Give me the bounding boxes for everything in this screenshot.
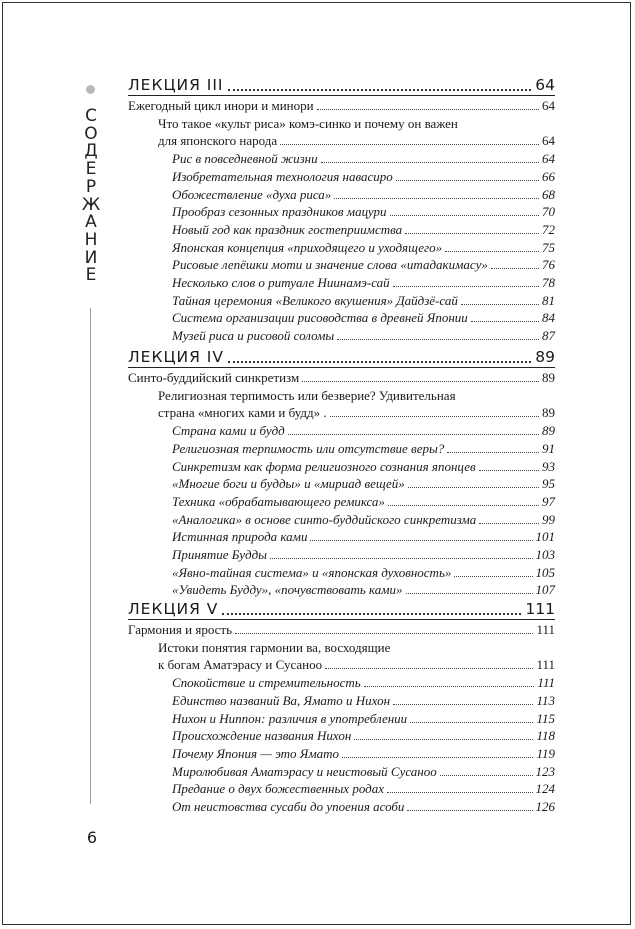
- dot-leader: [406, 593, 533, 594]
- lecture-label: ЛЕКЦИЯ V: [128, 600, 219, 618]
- entry-title: Рис в повседневной жизни: [172, 151, 318, 167]
- entry-page: 124: [535, 781, 555, 797]
- toc-item[interactable]: [172, 274, 555, 291]
- dot-leader: [388, 505, 539, 506]
- dot-leader: [222, 613, 521, 615]
- lecture-page: 64: [535, 76, 555, 94]
- title-letter: Е: [85, 159, 97, 180]
- entry-title: Обожествление «духа риса»: [172, 186, 332, 202]
- toc-item[interactable]: [172, 186, 555, 203]
- entry-title: Новый год как праздник гостеприимства: [172, 221, 403, 237]
- dot-leader: [454, 576, 532, 577]
- lecture-heading[interactable]: [128, 76, 555, 95]
- dot-leader: [396, 180, 539, 181]
- entry-page: 66: [542, 168, 555, 184]
- entry-page: 99: [542, 511, 555, 527]
- entry-title: Рисовые лепёшки моти и значение слова «итадакимасу»: [172, 257, 488, 273]
- dot-leader: [235, 633, 533, 634]
- title-letter: А: [85, 212, 97, 233]
- entry-title: к богам Аматэрасу и Сусаноо: [158, 657, 323, 673]
- subsection-entry[interactable]: [158, 656, 555, 673]
- entry-page: 72: [542, 221, 555, 237]
- entry-page: 119: [536, 745, 555, 761]
- section-entry[interactable]: [128, 97, 555, 114]
- dot-leader: [310, 540, 532, 541]
- title-letter: Ж: [81, 194, 101, 215]
- entry-title: Синто-буддийский синкретизм: [128, 370, 300, 385]
- entry-page: 64: [542, 133, 555, 149]
- dot-leader: [317, 109, 539, 110]
- entry-title: страна «многих ками и будд» .: [158, 405, 327, 421]
- toc-item[interactable]: [172, 221, 555, 238]
- entry-page: 87: [542, 328, 555, 344]
- entry-title: Истинная природа ками: [172, 529, 308, 545]
- dot-leader: [334, 198, 539, 199]
- dot-leader: [410, 722, 533, 723]
- title-letter: И: [84, 247, 98, 268]
- subsection-line: Истоки понятия гармонии ва, восходящие: [158, 639, 391, 655]
- entry-title: Спокойствие и стремительность: [172, 675, 361, 691]
- section-entry[interactable]: [128, 621, 555, 638]
- subsection-line: Религиозная терпимость или безверие? Удивительная: [158, 387, 456, 403]
- dot-leader: [445, 251, 539, 252]
- lecture-label: ЛЕКЦИЯ III: [128, 76, 224, 94]
- entry-page: 76: [542, 257, 555, 273]
- title-letter: Д: [84, 141, 98, 162]
- entry-title: Предание о двух божественных родах: [172, 781, 384, 797]
- toc-item[interactable]: [172, 798, 555, 815]
- page-number: 6: [86, 828, 98, 847]
- entry-page: 113: [536, 692, 555, 708]
- entry-page: 64: [542, 151, 555, 167]
- entry-page: 78: [542, 275, 555, 290]
- entry-page: 64: [542, 98, 555, 113]
- dot-leader: [354, 739, 533, 740]
- title-letter: Р: [85, 176, 97, 197]
- toc-item[interactable]: [172, 528, 555, 545]
- entry-page: 126: [535, 799, 555, 814]
- title-letter: Н: [84, 229, 98, 250]
- section-entry[interactable]: [128, 369, 555, 386]
- lecture-heading[interactable]: [128, 348, 555, 367]
- entry-page: 89: [542, 423, 555, 439]
- dot-leader: [288, 434, 539, 435]
- entry-title: Тайная церемония «Великого вкушения» Дайдзё-сай: [172, 292, 458, 308]
- dot-leader: [321, 162, 539, 163]
- toc-item[interactable]: [172, 493, 555, 510]
- toc-item[interactable]: [172, 710, 555, 727]
- entry-page: 95: [542, 476, 555, 492]
- dot-leader: [270, 558, 533, 559]
- dot-leader: [447, 452, 539, 453]
- dot-leader: [471, 321, 539, 322]
- entry-page: 91: [542, 440, 555, 456]
- toc-item[interactable]: [172, 564, 555, 581]
- entry-page: 105: [535, 564, 555, 580]
- entry-title: Миролюбивая Аматэрасу и неистовый Сусаноо: [172, 763, 437, 779]
- dot-leader: [387, 792, 533, 793]
- dot-leader: [280, 144, 539, 145]
- toc-item[interactable]: [172, 475, 555, 492]
- entry-page: 111: [536, 622, 555, 637]
- entry-title: Японская концепция «приходящего и уходящего»: [172, 239, 443, 255]
- dot-leader: [440, 775, 533, 776]
- dot-leader: [325, 668, 533, 669]
- toc-item[interactable]: [172, 422, 555, 439]
- entry-title: для японского народа: [158, 133, 278, 149]
- entry-page: 70: [542, 204, 555, 220]
- lecture-rule: [128, 619, 555, 620]
- lecture-rule: [128, 367, 555, 368]
- dot-leader: [364, 686, 535, 687]
- toc-item[interactable]: [172, 581, 555, 598]
- dot-leader: [408, 487, 539, 488]
- toc-item[interactable]: [172, 203, 555, 220]
- lecture-heading[interactable]: [128, 600, 555, 619]
- entry-page: 111: [536, 657, 555, 673]
- subsection-line: Что такое «культ риса» комэ-синко и почему он важен: [158, 115, 458, 131]
- entry-page: 81: [542, 292, 555, 308]
- toc-item[interactable]: [172, 150, 555, 167]
- entry-title: Единство названий Ва, Ямато и Нихон: [172, 692, 391, 708]
- lecture-page: 89: [535, 348, 555, 366]
- entry-page: 97: [542, 493, 555, 509]
- entry-page: 68: [542, 186, 555, 202]
- entry-page: 93: [542, 458, 555, 474]
- entry-page: 115: [536, 710, 555, 726]
- dot-leader: [302, 381, 539, 382]
- entry-page: 103: [535, 547, 555, 562]
- lecture-label: ЛЕКЦИЯ IV: [128, 348, 224, 366]
- entry-title: Система организации рисоводства в древней Японии: [172, 310, 468, 326]
- title-letter: С: [85, 106, 97, 126]
- toc-item[interactable]: [172, 745, 555, 762]
- entry-title: Почему Япония — это Ямато: [172, 745, 340, 761]
- toc-item[interactable]: [172, 168, 555, 185]
- entry-title: Техника «обрабатывающего ремикса»: [172, 493, 385, 509]
- subsection-entry[interactable]: [158, 132, 555, 149]
- dot-leader: [228, 361, 531, 363]
- toc-item[interactable]: [172, 674, 555, 691]
- toc-item[interactable]: [172, 440, 555, 457]
- entry-title: Прообраз сезонных праздников мацури: [172, 204, 387, 220]
- dot-leader: [479, 523, 539, 524]
- toc-item[interactable]: [172, 327, 555, 344]
- dot-leader: [393, 286, 539, 287]
- dot-leader: [405, 233, 539, 234]
- entry-page: 118: [536, 728, 555, 744]
- dot-leader: [390, 215, 539, 216]
- entry-title: Гармония и ярость: [128, 622, 233, 637]
- entry-title: «Аналогика» в основе синто-буддийского синкретизма: [172, 511, 477, 527]
- dot-leader: [228, 89, 532, 91]
- title-letter: О: [84, 123, 98, 144]
- entry-title: «Увидеть Будду», «почувствовать ками»: [172, 582, 403, 598]
- entry-page: 75: [542, 239, 555, 255]
- dot-leader: [407, 810, 532, 811]
- dot-leader: [393, 704, 533, 705]
- entry-title: Религиозная терпимость или отсутствие веры?: [172, 440, 445, 456]
- dot-leader: [479, 470, 539, 471]
- entry-title: Музей риса и рисовой соломы: [172, 328, 335, 344]
- entry-page: 84: [542, 310, 555, 326]
- toc-item[interactable]: [172, 727, 555, 744]
- subsection-entry[interactable]: [158, 404, 555, 421]
- toc-item[interactable]: [172, 256, 555, 273]
- dot-leader: [491, 268, 539, 269]
- dot-leader: [461, 304, 539, 305]
- dot-leader: [330, 416, 539, 417]
- toc-item[interactable]: [172, 763, 555, 780]
- entry-title: «Многие боги и будды» и «мириад вещей»: [172, 476, 405, 492]
- title-letter: Е: [85, 265, 97, 286]
- entry-title: «Явно-тайная система» и «японская духовность»: [172, 564, 452, 580]
- toc-item[interactable]: [172, 780, 555, 797]
- toc-item[interactable]: [172, 292, 555, 309]
- toc-item[interactable]: [172, 239, 555, 256]
- entry-title: Нихон и Ниппон: различия в употреблении: [172, 710, 408, 726]
- toc-item[interactable]: [172, 692, 555, 709]
- entry-title: Несколько слов о ритуале Ниинамэ-сай: [172, 275, 390, 290]
- entry-title: Синкретизм как форма религиозного сознания японцев: [172, 458, 476, 474]
- toc-item[interactable]: [172, 511, 555, 528]
- lecture-rule: [128, 95, 555, 96]
- entry-title: Происхождение названия Нихон: [172, 728, 352, 744]
- entry-page: 123: [535, 763, 555, 779]
- entry-title: Изобретательная технология навасиро: [172, 168, 393, 184]
- toc-item[interactable]: [172, 309, 555, 326]
- entry-title: Принятие Будды: [172, 547, 267, 562]
- entry-title: От неистовства сусаби до упоения асоби: [172, 799, 405, 814]
- lecture-page: 111: [525, 600, 555, 618]
- entry-page: 111: [537, 675, 555, 691]
- entry-page: 107: [535, 582, 555, 598]
- entry-page: 89: [542, 370, 555, 385]
- toc-item[interactable]: [172, 546, 555, 563]
- toc-item[interactable]: [172, 458, 555, 475]
- entry-title: Ежегодный цикл инори и минори: [128, 98, 314, 113]
- entry-title: Страна ками и будд: [172, 423, 285, 439]
- dot-leader: [342, 757, 533, 758]
- entry-page: 101: [535, 529, 555, 545]
- dot-leader: [337, 339, 539, 340]
- entry-page: 89: [542, 405, 555, 421]
